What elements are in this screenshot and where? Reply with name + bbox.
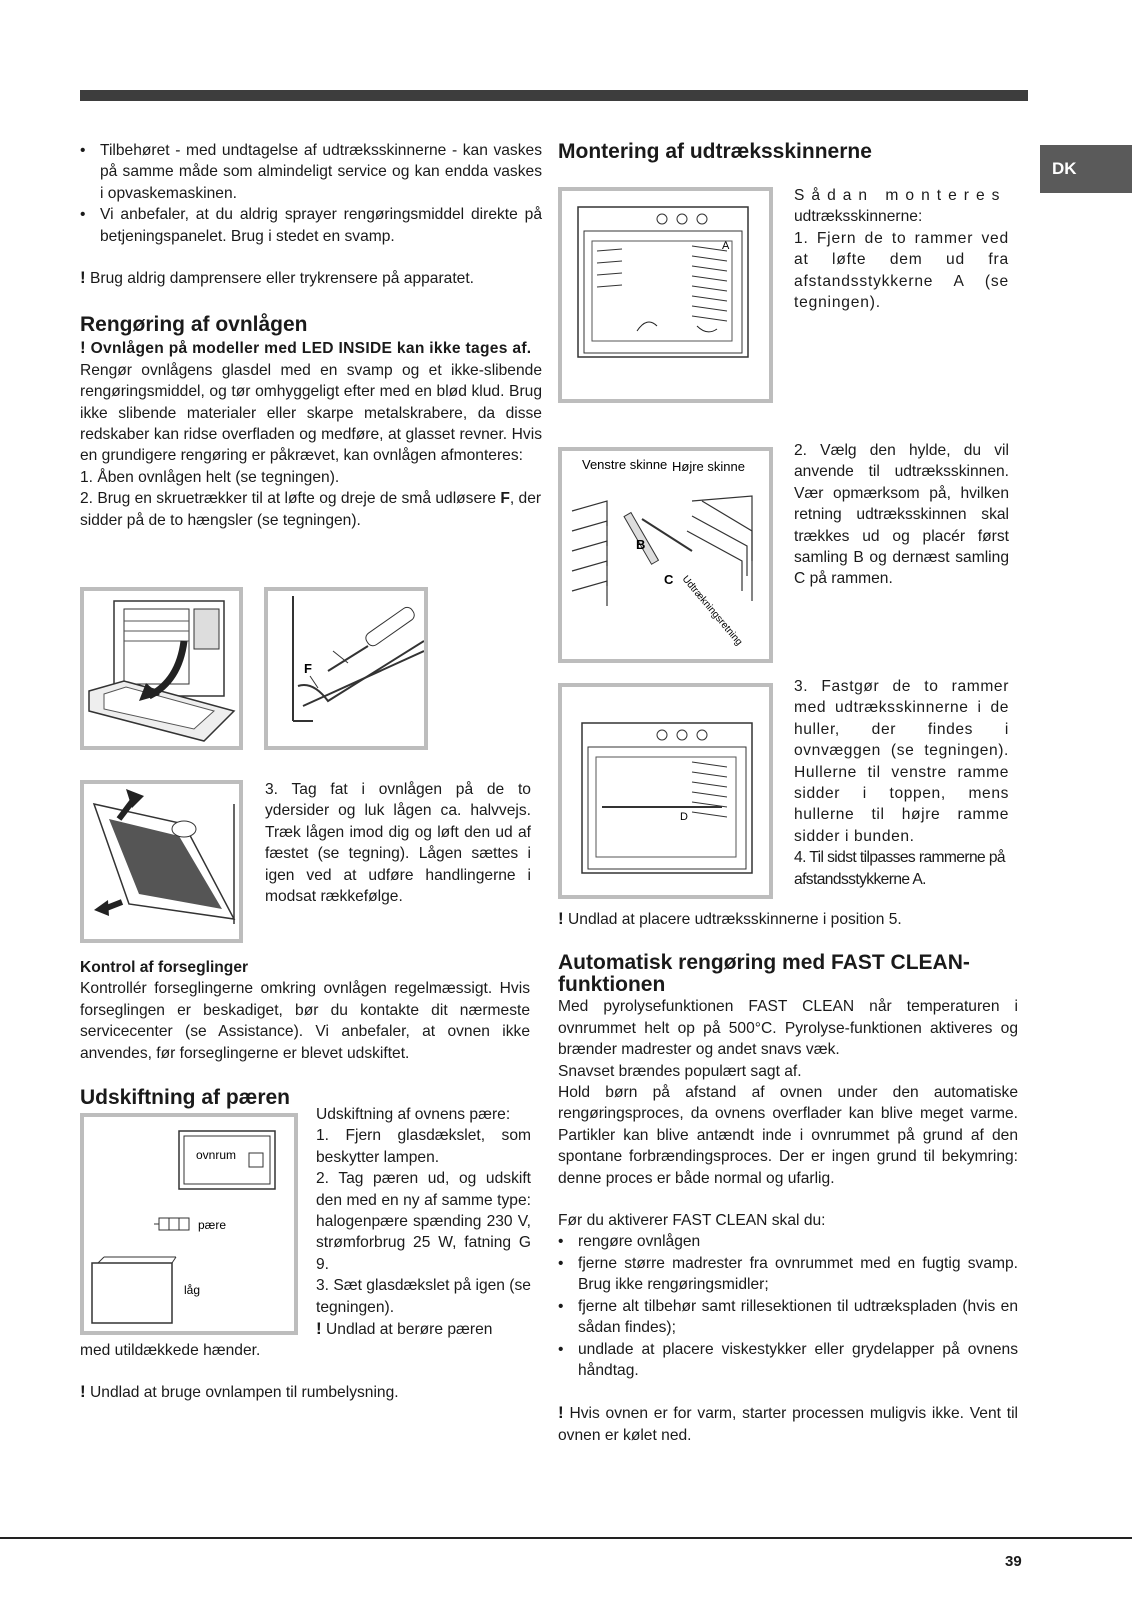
- door-step-2: 2. Brug en skruetrækker til at løfte og dreje de små udløsere F, der sidder på de to hængsler (se tegningen).: [80, 490, 542, 529]
- door-cleaning-heading: Rengøring af ovnlågen: [80, 313, 308, 337]
- bulb-steps: Udskiftning af ovnens pære: 1. Fjern glasdækslet, som beskytter lampen. 2. Tag pæren ud, og udskift den med en ny af samme type: halogenpære spænding 230 V, strømforbrug 25 W, fatning G 9. 3. Sæt glasdækslet på igen (se tegningen). ! Undlad at berøre pæren: [316, 1106, 531, 1339]
- cavity-label: ovnrum: [196, 1148, 237, 1162]
- figure-label-b: B: [636, 537, 646, 552]
- left-rail-label: Venstre skinne: [582, 457, 668, 472]
- door-step-3: 3. Tag fat i ovnlågen på de to ydersider og luk lågen ca. halvvejs. Træk lågen imod dig og løft den ud af fæstet (se tegning). Lågen sættes i igen ved at udføre handlingerne i modsat rækkefølge.: [265, 781, 531, 906]
- door-body: Rengør ovnlågens glasdel med en svamp og et ikke-slibende rengøringsmiddel, og tør omhyggeligt efter med en blød klud. Brug ikke slibende materialer eller skarpe metalskrabere, da disse redskaber kan ridse overfladen og medføre, at glasset revner. Hvis en grundigere rengøring er påkrævet, kan ovnlågen afmonteres:: [80, 361, 542, 465]
- list-item: • undlade at placere viskestykker eller grydelapper på ovnens håndtag.: [558, 1339, 1018, 1382]
- bulb-warnings: med utildækkede hænder. ! Undlad at bruge ovnlampen til rumbelysning.: [80, 1342, 399, 1402]
- door-lift-figure: [80, 780, 243, 943]
- top-rule: [80, 90, 1028, 101]
- warning-note: ! Brug aldrig damprensere eller trykrensere på apparatet.: [80, 268, 474, 288]
- list-item: • fjerne alt tilbehør samt rillesektionen til udtrækspladen (hvis en sådan findes);: [558, 1296, 1018, 1339]
- figure-label-a: A: [722, 240, 730, 252]
- direction-label: Udtrækningsretning: [679, 573, 745, 648]
- fastclean-section: [558, 908, 1018, 1446]
- right-rail-label: Højre skinne: [672, 459, 745, 474]
- bulb-heading: Udskiftning af pæren: [80, 1086, 291, 1110]
- rails-frame-figure: [558, 187, 773, 403]
- fastclean-heading: Automatisk rengøring med FAST CLEAN-funktionen: [558, 951, 970, 997]
- fastclean-p2: Snavset brændes populært sagt af.: [558, 1062, 802, 1080]
- fastclean-p1: Med pyrolysefunktionen FAST CLEAN når temperaturen i ovnrummet helt op på 500°C. Pyrolyse-funktionen aktiveres og brænder madrester og andet snavs væk.: [558, 998, 1018, 1059]
- door-step-1: 1. Åben ovnlågen helt (se tegningen).: [80, 468, 340, 486]
- seals-body: Kontrollér forseglingerne omkring ovnlågen regelmæssigt. Hvis forseglingen er beskadiget, bør du kontakte dit nærmeste servicecenter (se Assistance). Vi anbefaler, at ovnen ikke anvendes, før forseglingerne er blevet udskiftet.: [80, 980, 530, 1062]
- rails-step-1: Sådan monteres udtræksskinnerne: 1. Fjern de to rammer ved at løfte dem ud fra afstandsstykkerne A (se tegningen).: [794, 187, 1009, 312]
- rails-heading: Montering af udtræksskinnerne: [558, 140, 872, 163]
- fastclean-before: Før du aktiverer FAST CLEAN skal du:: [558, 1212, 826, 1230]
- fastclean-p3: Hold børn på afstand af ovnen under den automatiske rengøringsproces, da ovnens overflader kan blive meget varme. Partikler kan blive antændt inde i ovnrummet på grund af den spontane forbrændingsproces. Der er ingen grund til bekymring: denne proces er både normal og ufarlig.: [558, 1084, 1018, 1187]
- fastclean-warning: ! Hvis ovnen er for varm, starter processen muligvis ikke. Vent til ovnen er kølet ned.: [558, 1403, 1018, 1444]
- list-item: • fjerne større madrester fra ovnrummet med en fugtig svamp. Brug ikke rengøringsmidler;: [558, 1253, 1018, 1296]
- seals-heading: Kontrol af forseglinger: [80, 959, 249, 976]
- door-warning: ! Ovnlågen på modeller med LED INSIDE kan ikke tages af.: [80, 338, 532, 358]
- left-column: [80, 140, 542, 531]
- lid-label: låg: [184, 1283, 201, 1297]
- seals-section: [80, 957, 530, 1110]
- bottom-rule: [0, 1537, 1132, 1539]
- figure-label-f: F: [304, 661, 312, 676]
- figure-label-c: C: [664, 572, 674, 587]
- accessory-bullets: [80, 140, 542, 247]
- list-item: • Vi anbefaler, at du aldrig sprayer rengøringsmiddel direkte på betjeningspanelet. Brug i stedet en svamp.: [80, 204, 542, 247]
- figure-label-d: D: [680, 811, 688, 823]
- bulb-label: pære: [198, 1218, 227, 1232]
- rails-warning: ! Undlad at placere udtræksskinnerne i position 5.: [558, 909, 902, 928]
- bulb-figure: [80, 1113, 298, 1335]
- door-open-figure: [80, 587, 243, 750]
- rail-attach-figure: [558, 683, 773, 899]
- rails-step-3-4: 3. Fastgør de to rammer med udtræksskinnerne i de huller, der findes i ovnvæggen (se tegningen). Hullerne til venstre ramme sidder i toppen, mens hullerne til højre ramme sidder i bunden. 4. Til sidst tilpasses rammerne på afstandsstykkerne A.: [794, 678, 1009, 888]
- rails-step-2: 2. Vælg den hylde, du vil anvende til udtræksskinnen. Vær opmærksom på, hvilken retning udtræksskinnen skal trækkes ud og placér først samling B og dernæst samling C på rammen.: [794, 442, 1009, 588]
- rail-direction-figure: [558, 447, 773, 663]
- page-number: 39: [1005, 1553, 1022, 1570]
- rails-heading-block: [558, 140, 1018, 164]
- language-tab: DK: [1040, 145, 1132, 193]
- list-item: • Tilbehøret - med undtagelse af udtræksskinnerne - kan vaskes på samme måde som almindeligt service og kan endda vaskes i opvaskemaskinen.: [80, 140, 542, 204]
- hinge-release-figure: [264, 587, 428, 750]
- fastclean-list: [558, 1231, 1018, 1381]
- list-item: • rengøre ovnlågen: [558, 1231, 1018, 1252]
